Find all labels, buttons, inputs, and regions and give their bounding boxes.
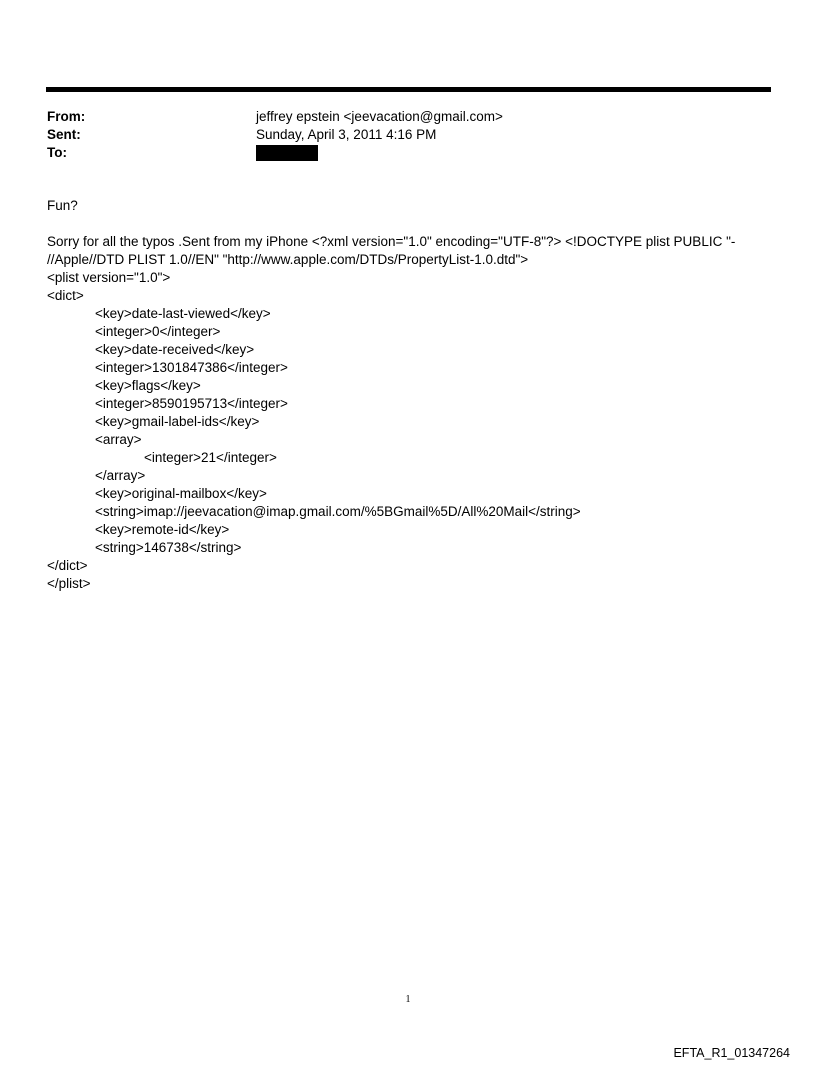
email-header <box>47 108 747 162</box>
xml-line: <key>gmail-label-ids</key> <box>95 414 260 429</box>
page-number: 1 <box>405 994 411 1005</box>
xml-line: </dict> <box>47 558 88 573</box>
from-label: From: <box>47 109 86 124</box>
xml-line: <integer>21</integer> <box>144 450 277 465</box>
sent-value: Sunday, April 3, 2011 4:16 PM <box>256 127 437 142</box>
xml-line: <key>date-received</key> <box>95 342 255 357</box>
sent-row <box>47 126 747 144</box>
xml-line: <string>146738</string> <box>95 540 242 555</box>
to-label: To: <box>47 145 67 160</box>
email-body <box>47 197 757 593</box>
from-value: jeffrey epstein <jeevacation@gmail.com> <box>256 109 503 124</box>
to-value <box>256 144 318 162</box>
xml-line: <dict> <box>47 288 84 303</box>
document-id: EFTA_R1_01347264 <box>673 1046 790 1060</box>
body-line-2: //Apple//DTD PLIST 1.0//EN" "http://www.apple.com/DTDs/PropertyList-1.0.dtd"> <box>47 252 529 267</box>
xml-line: <integer>8590195713</integer> <box>95 396 288 411</box>
greeting-text: Fun? <box>47 198 78 213</box>
xml-line: <key>date-last-viewed</key> <box>95 306 271 321</box>
sent-label: Sent: <box>47 127 81 142</box>
xml-line: <integer>1301847386</integer> <box>95 360 288 375</box>
xml-line: <key>original-mailbox</key> <box>95 486 267 501</box>
redaction-box <box>256 145 318 161</box>
xml-line: </plist> <box>47 576 91 591</box>
xml-line: </array> <box>95 468 146 483</box>
xml-line: <array> <box>95 432 142 447</box>
from-row <box>47 108 747 126</box>
body-line-1: Sorry for all the typos .Sent from my iPhone <?xml version="1.0" encoding="UTF-8"?> <!DOCTYPE plist PUBLIC "- <box>47 234 736 249</box>
xml-line: <string>imap://jeevacation@imap.gmail.com/%5BGmail%5D/All%20Mail</string> <box>95 504 581 519</box>
xml-line: <integer>0</integer> <box>95 324 221 339</box>
xml-block <box>47 269 757 593</box>
xml-line: <key>flags</key> <box>95 378 201 393</box>
header-divider <box>46 87 771 92</box>
to-row <box>47 144 747 162</box>
xml-line: <key>remote-id</key> <box>95 522 230 537</box>
xml-line: <plist version="1.0"> <box>47 270 171 285</box>
